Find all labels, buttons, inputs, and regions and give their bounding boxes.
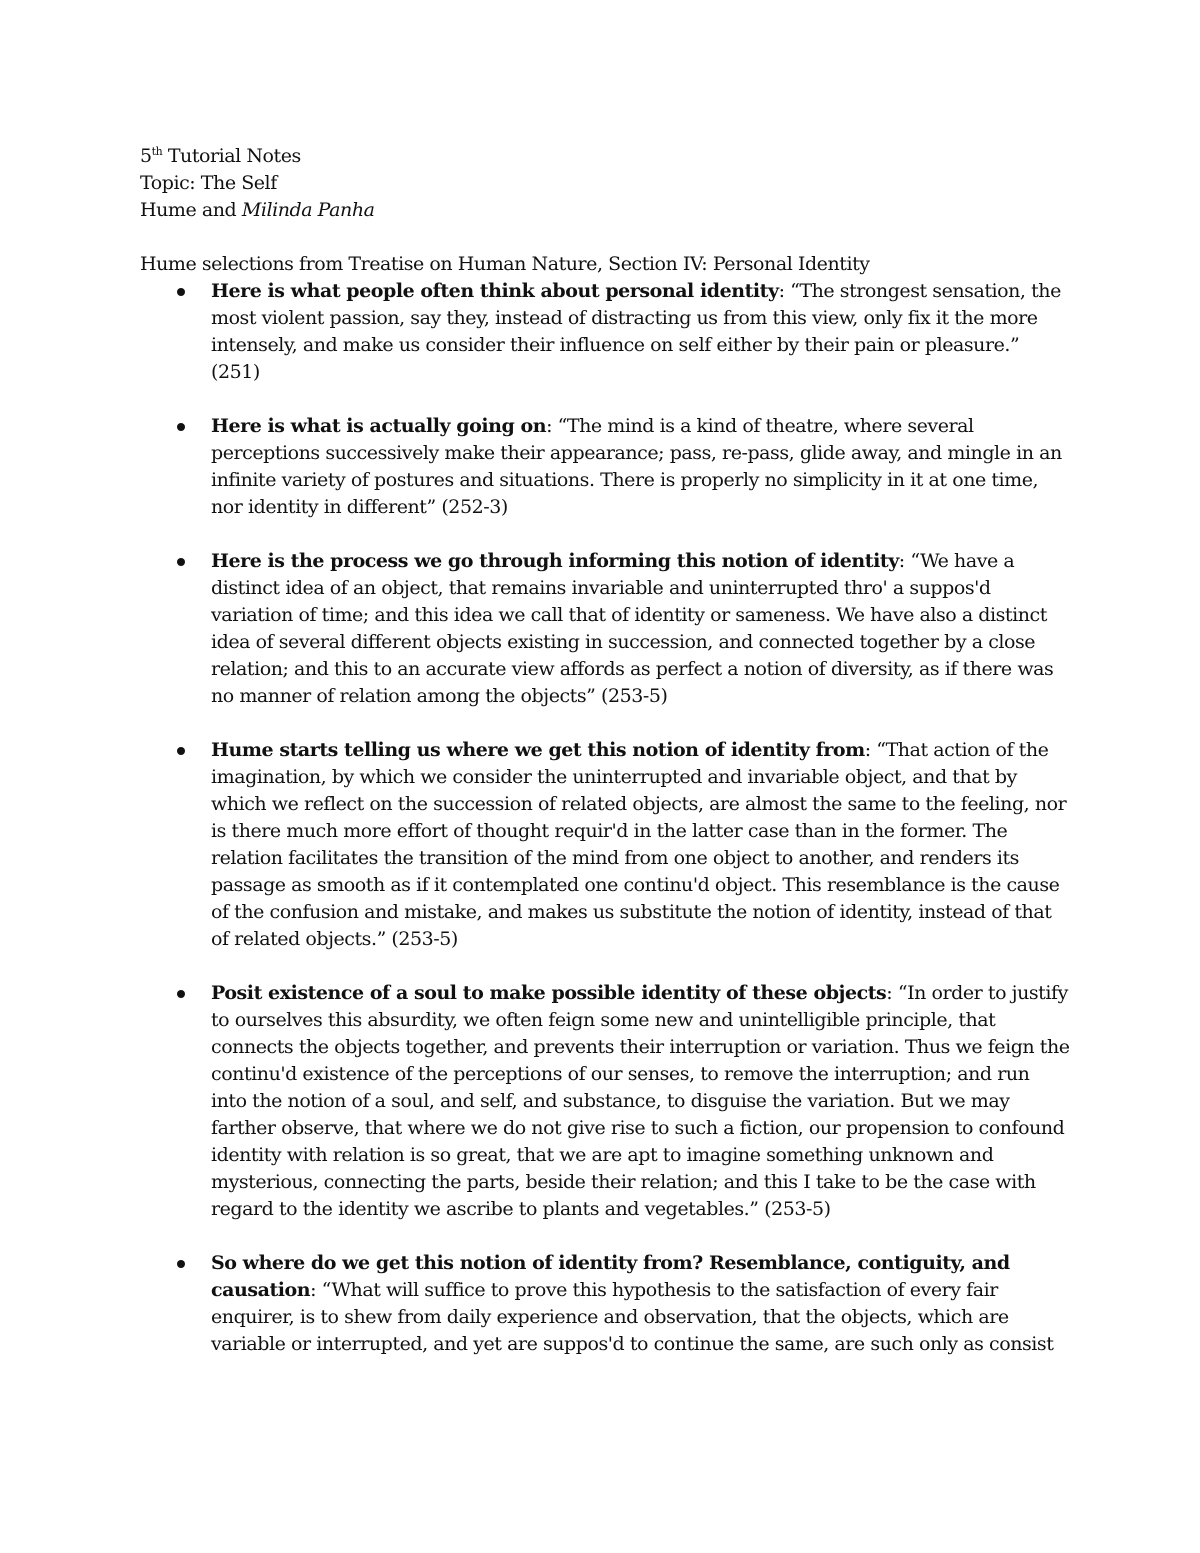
bullet-item (140, 413, 1070, 521)
topic-line: Topic: The Self (140, 172, 277, 194)
bullet-text: : “We have a distinct idea of an object, that remains invariable and uninterrupted thro' a suppos'd variation of time; and this idea we call that of identity or sameness. We have also a distinct idea of several different objects existing in succession, and connected together by a close relation; and this to an accurate view affords as perfect a notion of diversity, as if there was no manner of relation among the objects” (253-5) (211, 550, 1054, 707)
authors-line (140, 197, 1070, 224)
bullet-text: : “In order to justify to ourselves this absurdity, we often feign some new and unintelligible principle, that connects the objects together, and prevents their interruption or variation. Thus we feign the continu'd existence of the perceptions of our senses, to remove the interruption; and run into the notion of a soul, and self, and substance, to disguise the variation. But we may farther observe, that where we do not give rise to such a fiction, our propension to confound identity with relation is so great, that we are apt to imagine something unknown and mysterious, connecting the parts, beside their relation; and this I take to be the case with regard to the identity we ascribe to plants and vegetables.” (253-5) (211, 982, 1070, 1220)
authors-prefix: Hume and (140, 199, 242, 221)
bullet-heading: Here is what is actually going on (211, 415, 547, 437)
bullet-item (140, 1250, 1070, 1358)
bullet-text: : “The mind is a kind of theatre, where several perceptions successively make their appearance; pass, re-pass, glide away, and mingle in an infinite variety of postures and situations. There is properly no simplicity in it at one time, nor identity in different” (252-3) (211, 415, 1062, 518)
bullet-item (140, 278, 1070, 386)
authors-italic: Milinda Panha (241, 199, 375, 221)
bullet-dot-icon (177, 288, 185, 296)
bullet-heading: Hume starts telling us where we get this notion of identity from (211, 739, 865, 761)
tutorial-title-text: Tutorial Notes (162, 145, 301, 167)
tutorial-title (140, 143, 1070, 170)
document-page (140, 143, 1070, 1385)
tutorial-number: 5 (140, 145, 152, 167)
bullet-dot-icon (177, 747, 185, 755)
bullet-list (140, 278, 1070, 1358)
bullet-text: : “The strongest sensation, the most violent passion, say they, instead of distracting us from this view, only fix it the more intensely, and make us consider their influence on self either by their pain or pleasure.” (251) (211, 280, 1061, 383)
bullet-heading: So where do we get this notion of identity from? Resemblance, contiguity, and causation (211, 1252, 1010, 1301)
intro-line: Hume selections from Treatise on Human Nature, Section IV: Personal Identity (140, 253, 870, 275)
bullet-dot-icon (177, 558, 185, 566)
bullet-heading: Here is the process we go through informing this notion of identity (211, 550, 899, 572)
bullet-item (140, 980, 1070, 1223)
spacer (140, 224, 1070, 251)
bullet-dot-icon (177, 423, 185, 431)
bullet-text: : “That action of the imagination, by which we consider the uninterrupted and invariable object, and that by which we reflect on the succession of related objects, are almost the same to the feeling, nor is there much more effort of thought requir'd in the latter case than in the former. The relation facilitates the transition of the mind from one object to another, and renders its passage as smooth as if it contemplated one continu'd object. This resemblance is the cause of the confusion and mistake, and makes us substitute the notion of identity, instead of that of related objects.” (253-5) (211, 739, 1067, 950)
bullet-dot-icon (177, 1260, 185, 1268)
bullet-dot-icon (177, 990, 185, 998)
bullet-item (140, 737, 1070, 953)
bullet-text: : “What will suffice to prove this hypothesis to the satisfaction of every fair enquirer, is to shew from daily experience and observation, that the objects, which are variable or interrupted, and yet are suppos'd to continue the same, are such only as consist (211, 1279, 1054, 1355)
bullet-heading: Here is what people often think about personal identity (211, 280, 779, 302)
bullet-heading: Posit existence of a soul to make possible identity of these objects (211, 982, 887, 1004)
tutorial-number-suffix: th (151, 145, 163, 158)
bullet-item (140, 548, 1070, 710)
